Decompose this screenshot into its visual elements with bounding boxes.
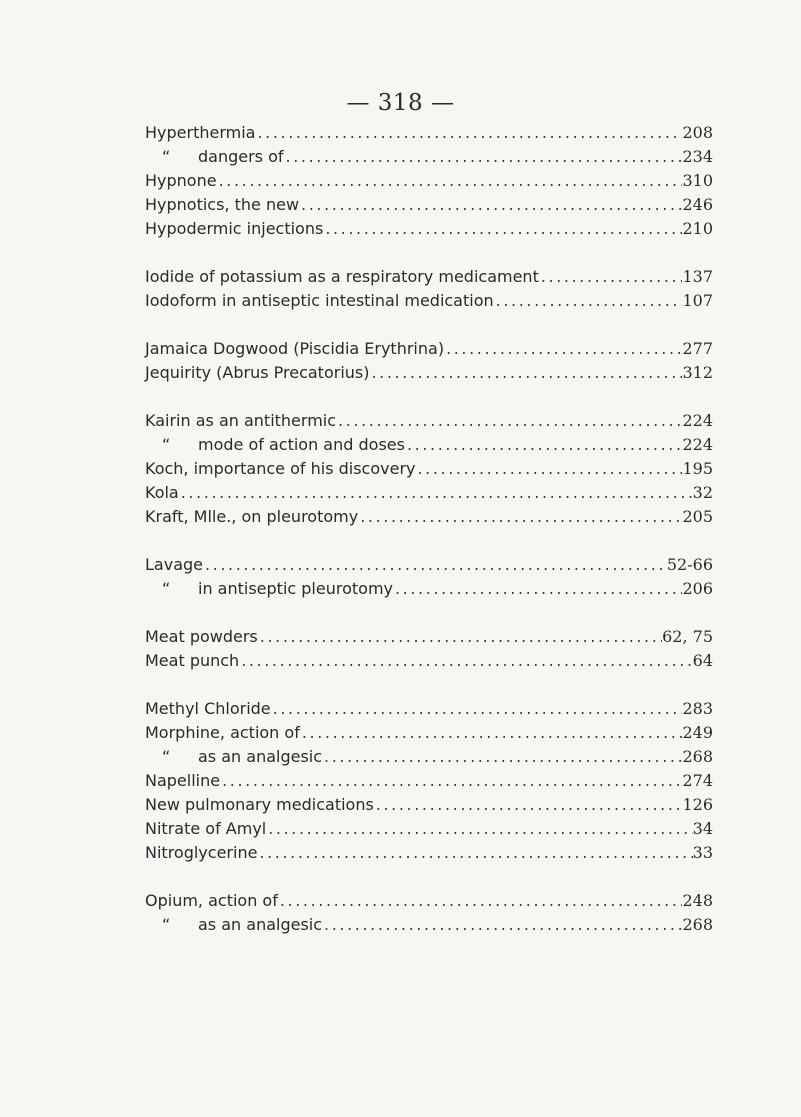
- page-reference: 310: [682, 171, 713, 190]
- page-reference: 206: [682, 579, 713, 598]
- index-entry: [145, 409, 713, 433]
- index-list: [145, 121, 713, 937]
- dot-leader: [271, 697, 683, 721]
- group-spacer: [145, 313, 713, 337]
- index-term-text: Meat punch: [145, 651, 240, 670]
- index-term-text: Kairin as an antithermic: [145, 411, 337, 430]
- page-reference: 224: [682, 411, 713, 430]
- index-entry: [145, 817, 713, 841]
- dot-leader: [322, 745, 682, 769]
- index-entry: [145, 913, 713, 937]
- index-term: [145, 505, 358, 529]
- index-term-text: Iodoform in antiseptic intestinal medication: [145, 291, 494, 310]
- index-entry: [145, 745, 713, 769]
- index-term-text: Kraft, Mlle., on pleurotomy: [145, 507, 359, 526]
- index-term-text: Jamaica Dogwood (Piscidia Erythrina): [145, 339, 445, 358]
- index-term-text: Hypodermic injections: [145, 219, 324, 238]
- page-reference: 107: [682, 291, 713, 310]
- index-entry: [145, 625, 713, 649]
- index-term: [145, 481, 179, 505]
- dot-leader: [300, 721, 683, 745]
- index-term: [145, 793, 374, 817]
- index-entry: [145, 457, 713, 481]
- index-term-text: Jequirity (Abrus Precatorius): [145, 363, 370, 382]
- index-term-text: Meat powders: [145, 627, 258, 646]
- dot-leader: [258, 625, 662, 649]
- page-reference: 312: [682, 363, 713, 382]
- dot-leader: [539, 265, 683, 289]
- dot-leader: [444, 337, 682, 361]
- index-entry: [145, 193, 713, 217]
- index-term: [145, 721, 300, 745]
- index-term: [145, 337, 444, 361]
- index-term: [145, 625, 258, 649]
- dot-leader: [255, 121, 682, 145]
- index-term: [145, 457, 416, 481]
- page-reference: 268: [682, 915, 713, 934]
- page-reference: 210: [682, 219, 713, 238]
- page-reference: 248: [682, 891, 713, 910]
- index-term: [145, 697, 271, 721]
- page-number: — 318 —: [346, 90, 455, 116]
- dot-leader: [257, 841, 692, 865]
- index-term-text: Nitrate of Amyl: [145, 819, 267, 838]
- ditto-mark: “: [162, 747, 171, 766]
- dot-leader: [203, 553, 667, 577]
- page-reference: 205: [682, 507, 713, 526]
- dot-leader: [322, 913, 682, 937]
- group-spacer: [145, 673, 713, 697]
- page-reference: 137: [682, 267, 713, 286]
- index-term: [145, 145, 284, 169]
- dot-leader: [336, 409, 682, 433]
- page-reference: 246: [682, 195, 713, 214]
- dot-leader: [299, 193, 682, 217]
- dot-leader: [416, 457, 683, 481]
- index-entry: [145, 577, 713, 601]
- index-entry: [145, 505, 713, 529]
- index-entry: [145, 169, 713, 193]
- index-term-text: dangers of: [198, 147, 284, 166]
- index-term: [145, 889, 278, 913]
- index-term: [145, 913, 322, 937]
- index-term: [145, 745, 322, 769]
- dot-leader: [266, 817, 692, 841]
- page-reference: 277: [682, 339, 713, 358]
- page-reference: 283: [682, 699, 713, 718]
- index-term: [145, 217, 323, 241]
- dot-leader: [284, 145, 683, 169]
- index-term: [145, 289, 494, 313]
- dot-leader: [393, 577, 682, 601]
- group-spacer: [145, 529, 713, 553]
- index-term: [145, 361, 369, 385]
- index-term-text: Methyl Chloride: [145, 699, 271, 718]
- dot-leader: [220, 769, 682, 793]
- index-entry: [145, 361, 713, 385]
- index-term-text: as an analgesic: [198, 915, 323, 934]
- index-term: [145, 409, 336, 433]
- dot-leader: [239, 649, 692, 673]
- page-reference: 208: [682, 123, 713, 142]
- index-entry: [145, 841, 713, 865]
- index-entry: [145, 697, 713, 721]
- page-reference: 268: [682, 747, 713, 766]
- index-term-text: Morphine, action of: [145, 723, 300, 742]
- index-term: [145, 553, 203, 577]
- ditto-mark: “: [162, 147, 171, 166]
- page-reference: 274: [682, 771, 713, 790]
- index-entry: [145, 265, 713, 289]
- ditto-mark: “: [162, 915, 171, 934]
- index-entry: [145, 721, 713, 745]
- index-term-text: Lavage: [145, 555, 203, 574]
- page-reference: 33: [692, 843, 713, 862]
- index-entry: [145, 649, 713, 673]
- dot-leader: [494, 289, 683, 313]
- group-spacer: [145, 601, 713, 625]
- page-reference: 249: [682, 723, 713, 742]
- dot-leader: [374, 793, 683, 817]
- index-term-text: in antiseptic pleurotomy: [198, 579, 393, 598]
- page-reference: 52-66: [666, 555, 713, 574]
- index-term: [145, 577, 393, 601]
- index-term-text: Hypnotics, the new: [145, 195, 300, 214]
- index-entry: [145, 433, 713, 457]
- page-reference: 234: [682, 147, 713, 166]
- index-entry: [145, 289, 713, 313]
- index-term: [145, 817, 266, 841]
- index-term: [145, 121, 255, 145]
- page-reference: 195: [682, 459, 713, 478]
- group-spacer: [145, 241, 713, 265]
- index-entry: [145, 337, 713, 361]
- index-term: [145, 265, 539, 289]
- group-spacer: [145, 865, 713, 889]
- page-reference: 126: [682, 795, 713, 814]
- index-entry: [145, 793, 713, 817]
- ditto-mark: “: [162, 579, 171, 598]
- index-term-text: Iodide of potassium as a respiratory medicament: [145, 267, 539, 286]
- dot-leader: [179, 481, 693, 505]
- dot-leader: [278, 889, 683, 913]
- dot-leader: [369, 361, 682, 385]
- index-entry: [145, 889, 713, 913]
- index-term-text: Kola: [145, 483, 179, 502]
- page-reference: 34: [692, 819, 713, 838]
- dot-leader: [358, 505, 682, 529]
- index-term-text: New pulmonary medications: [145, 795, 374, 814]
- index-entry: [145, 121, 713, 145]
- index-term-text: Hypnone: [145, 171, 217, 190]
- page-reference: 62, 75: [662, 627, 713, 646]
- index-term-text: as an analgesic: [198, 747, 323, 766]
- dot-leader: [323, 217, 682, 241]
- index-entry: [145, 145, 713, 169]
- index-term: [145, 841, 257, 865]
- index-entry: [145, 217, 713, 241]
- index-term: [145, 769, 220, 793]
- index-entry: [145, 769, 713, 793]
- dot-leader: [217, 169, 683, 193]
- page-reference: 224: [682, 435, 713, 454]
- page-reference: 64: [692, 651, 713, 670]
- index-term-text: Nitroglycerine: [145, 843, 258, 862]
- page-reference: 32: [692, 483, 713, 502]
- index-entry: [145, 481, 713, 505]
- ditto-mark: “: [162, 435, 171, 454]
- index-term: [145, 169, 217, 193]
- index-term-text: Hyperthermia: [145, 123, 256, 142]
- index-term: [145, 433, 405, 457]
- index-term-text: Opium, action of: [145, 891, 278, 910]
- index-term-text: mode of action and doses: [198, 435, 405, 454]
- group-spacer: [145, 385, 713, 409]
- index-term: [145, 649, 239, 673]
- index-term: [145, 193, 299, 217]
- index-entry: [145, 553, 713, 577]
- index-term-text: Napelline: [145, 771, 221, 790]
- index-term-text: Koch, importance of his discovery: [145, 459, 416, 478]
- dot-leader: [405, 433, 683, 457]
